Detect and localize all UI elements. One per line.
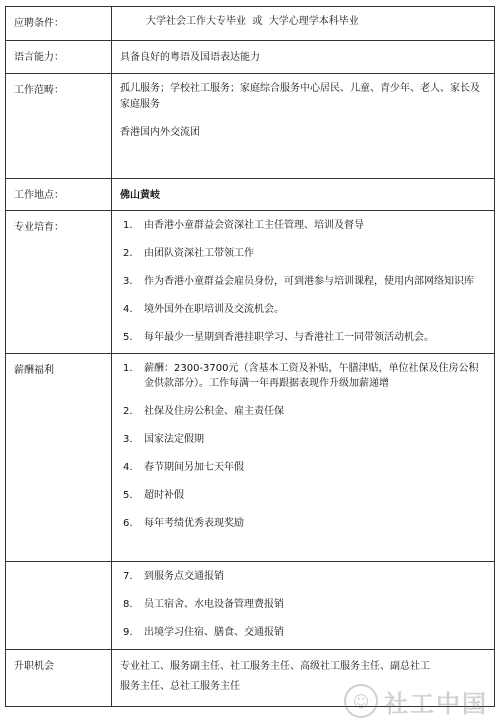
item-number: 7. [123,571,133,582]
row-scope [6,74,495,179]
item-text: 到服务点交通报销 [144,571,224,582]
item-text: 作为香港小童群益会雇员身份，可到港参与培训课程，使用内部网络知识库 [144,276,474,287]
site-watermark [344,682,494,720]
row-location [6,179,495,211]
item-text: 薪酬：2300-3700元（含基本工资及补贴，午膳津贴，单位社保及住房公积金供款部分）。工作每满一年再跟据表现作升级加薪递增 [144,363,479,389]
item-number: 4. [123,462,133,473]
training-label: 专业培育： [6,211,112,354]
qualification-label: 应聘条件： [6,7,112,41]
benefits-list [112,354,495,562]
scope-line: 香港国内外交流团 [120,127,200,138]
list-item [120,218,488,233]
row-benefits-continued [6,562,495,650]
item-number: 8. [123,599,133,610]
benefits-label: 薪酬福利 [6,354,112,562]
row-qualification [6,7,495,41]
item-text: 超时补假 [144,490,184,501]
scope-label: 工作范畴： [6,74,112,179]
item-text: 由团队资深社工带领工作 [144,248,254,259]
list-item [120,569,488,584]
list-item [120,460,488,475]
location-value: 佛山黄岐 [112,179,495,211]
list-item [120,246,488,261]
item-text: 国家法定假期 [144,434,204,445]
list-item [120,625,488,640]
list-item [120,404,488,419]
benefits-continued-label [6,562,112,650]
watermark-logo-icon: ☺ [344,684,378,718]
item-text: 社保及住房公积金、雇主责任保 [144,406,284,417]
item-number: 9. [123,627,133,638]
promotion-text: 专业社工、服务副主任、社工服务主任、高级社工服务主任、副总社工服务主任、总社工服务主任 [120,661,430,692]
item-text: 由香港小童群益会资深社工主任管理、培训及督导 [144,220,364,231]
item-number: 2. [123,248,133,259]
item-number: 4. [123,304,133,315]
list-item [120,302,488,317]
row-benefits [6,354,495,562]
list-item [120,361,488,391]
row-language [6,41,495,74]
list-item [120,330,488,345]
list-item [120,516,488,531]
item-number: 5. [123,490,133,501]
watermark-text: 社工中国 [384,689,488,718]
training-list [112,211,495,354]
language-label: 语言能力： [6,41,112,74]
qualification-value [112,7,495,41]
item-text: 春节期间另加七天年假 [144,462,244,473]
scope-value [112,74,495,179]
list-item [120,488,488,503]
promotion-label: 升职机会 [6,650,112,707]
item-text: 每年最少一星期到香港挂职学习、与香港社工一同带领活动机会。 [144,332,434,343]
item-number: 3. [123,276,133,287]
item-number: 1. [123,220,133,231]
list-item [120,597,488,612]
benefits-continued-list [112,562,495,650]
language-value: 具备良好的粤语及国语表达能力 [112,41,495,74]
list-item [120,274,488,289]
scope-line: 孤儿服务；学校社工服务；家庭综合服务中心居民、儿童、青少年、老人、家长及家庭服务 [120,83,480,110]
item-text: 出境学习住宿、膳食、交通报销 [144,627,284,638]
qualification-text: 大学社会工作大专毕业 或 大学心理学本科毕业 [146,16,359,27]
item-number: 5. [123,332,133,343]
item-text: 每年考绩优秀表现奖励 [144,518,244,529]
item-text: 员工宿舍、水电设备管理费报销 [144,599,284,610]
location-label: 工作地点： [6,179,112,211]
item-text: 境外国外在职培训及交流机会。 [144,304,284,315]
item-number: 6. [123,518,133,529]
item-number: 1. [123,363,133,374]
list-item [120,432,488,447]
row-training [6,211,495,354]
item-number: 3. [123,434,133,445]
item-number: 2. [123,406,133,417]
job-details-table [5,6,495,707]
